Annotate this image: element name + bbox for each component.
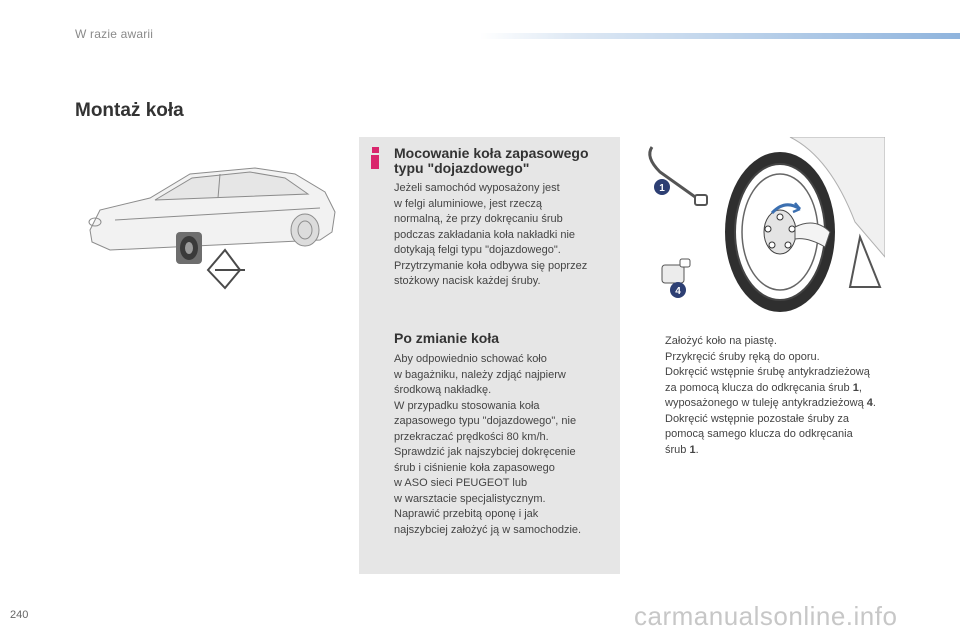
watermark: carmanualsonline.info: [634, 601, 898, 631]
step-ref-number: 1: [852, 381, 859, 394]
step-item: [649, 365, 919, 412]
step-text: [665, 335, 777, 347]
step-text-part: .: [872, 397, 876, 409]
info-box-title-mounting: Mocowanie koła zapasowego typu "dojazdowego": [394, 145, 589, 176]
info-box: [359, 137, 620, 574]
car-jack-illustration: [80, 150, 340, 290]
step-item: [649, 412, 919, 459]
info-icon: [369, 147, 381, 169]
info-box-title-after-change: Po zmianie koła: [394, 330, 500, 346]
step-text: [665, 351, 820, 363]
step-item: [649, 334, 919, 350]
step-text-part: , wyposażonego w tuleję antykradzieżową: [665, 381, 864, 409]
wheel-mounting-illustration: [640, 137, 885, 320]
info-box-text-after-change: Aby odpowiednio schować koło w bagażniku, należy zdjąć najpierw środkową nakładkę. W przypadku stosowania koła zapasowego typu "dojazdowego", nie przekraczać prędkości 80 km/h. Sprawdzić jak najszybciej dokręcenie śrub i ciśnienie koła zapasowego w ASO sieci PEUGEOT lub w warsztacie specjalistycznym. Naprawić przebitą oponę i jak najszybciej założyć ją w samochodzie.: [394, 353, 582, 536]
step-text-part: Dokręcić wstępnie pozostałe śruby za pomocą samego klucza do odkręcania śrub: [665, 412, 853, 456]
step-ref-number: 4: [866, 397, 873, 409]
header-gradient-bar: [480, 33, 960, 39]
steps-list: [649, 334, 919, 458]
illustration-label-1: 1: [659, 183, 665, 194]
info-box-text-mounting: Jeżeli samochód wyposażony jest w felgi aluminiowe, jest rzeczą normalną, że przy dokręcaniu śrub podczas zakładania koła nakładki nie dotykają felgi typu "dojazdowego". Przytrzymanie koła odbywa się poprzez stożkowy nacisk każdej śruby.: [394, 182, 588, 287]
step-text-part: Założyć koło na piastę.: [665, 335, 777, 347]
step-item: [649, 350, 919, 366]
illustration-label-4: 4: [675, 286, 681, 297]
step-text: [665, 366, 876, 409]
step-ref-number: 1: [689, 443, 696, 456]
page-heading: Montaż koła: [75, 100, 184, 121]
section-title: W razie awarii: [75, 27, 154, 41]
step-text: [665, 413, 853, 456]
step-text-part: Przykręcić śruby ręką do oporu.: [665, 350, 820, 363]
step-text-part: Dokręcić wstępnie śrubę antykradzieżową za pomocą klucza do odkręcania śrub: [665, 366, 870, 394]
step-text-part: .: [695, 443, 699, 456]
page-number: 240: [10, 609, 29, 621]
